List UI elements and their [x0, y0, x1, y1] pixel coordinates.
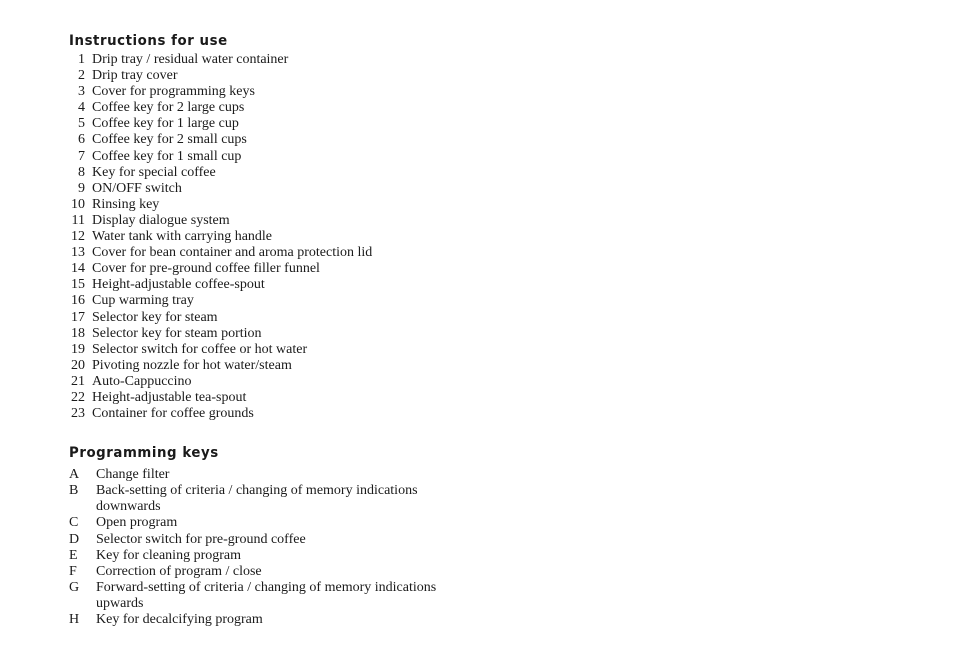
- part-item-text: Cup warming tray: [92, 293, 194, 309]
- programming-key-item-text: Back-setting of criteria / changing of memory indications downwards: [96, 483, 418, 515]
- programming-key-item-text: Forward-setting of criteria / changing of memory indications upwards: [96, 579, 437, 611]
- part-item-number: 16: [71, 293, 85, 309]
- programming-key-item: [69, 515, 929, 531]
- part-item-number: 14: [71, 261, 85, 277]
- part-item: [69, 293, 929, 309]
- part-item: [69, 132, 929, 148]
- part-item-number: 12: [71, 229, 85, 245]
- programming-key-item: [69, 532, 929, 548]
- part-item-text: Height-adjustable tea-spout: [92, 389, 247, 405]
- part-item: [69, 84, 929, 100]
- part-item-number: 23: [71, 406, 85, 422]
- part-item: [69, 310, 929, 326]
- programming-key-item-text: Selector switch for pre-ground coffee: [96, 531, 306, 547]
- programming-key-item-number: C: [69, 515, 79, 531]
- programming-key-item-number: H: [69, 612, 80, 627]
- part-item-text: Coffee key for 1 large cup: [92, 116, 239, 132]
- part-item-number: 11: [71, 212, 85, 228]
- part-item-number: 5: [78, 116, 85, 132]
- part-item-text: ON/OFF switch: [92, 180, 182, 196]
- part-item-number: 18: [71, 325, 85, 341]
- part-item-text: Selector key for steam portion: [92, 325, 262, 341]
- part-item-text: Cover for programming keys: [92, 84, 255, 100]
- part-item-number: 9: [78, 180, 85, 196]
- part-item: [69, 213, 929, 229]
- part-item-text: Selector switch for coffee or hot water: [92, 341, 308, 357]
- part-item-number: 6: [78, 132, 85, 148]
- part-item-number: 17: [71, 309, 85, 325]
- part-item-text: Coffee key for 1 small cup: [92, 148, 242, 164]
- programming-key-item: [69, 467, 929, 483]
- part-item-text: Auto-Cappuccino: [92, 373, 192, 389]
- programming-key-item: [69, 548, 929, 564]
- part-item-text: Rinsing key: [92, 196, 160, 212]
- programming-key-item: [69, 580, 929, 612]
- part-item-number: 8: [78, 164, 85, 180]
- part-item-number: 10: [71, 196, 85, 212]
- programming-keys-heading: Programming keys: [69, 445, 219, 462]
- programming-key-item-number: F: [69, 563, 77, 579]
- part-item-text: Pivoting nozzle for hot water/steam: [92, 357, 292, 373]
- part-item: [69, 165, 929, 181]
- part-item-number: 4: [78, 100, 85, 116]
- part-item-number: 21: [71, 373, 85, 389]
- parts-list: [69, 52, 929, 422]
- programming-key-item-number: D: [69, 531, 80, 547]
- part-item-text: Coffee key for 2 small cups: [92, 132, 247, 148]
- programming-key-item-text: Key for decalcifying program: [96, 612, 263, 627]
- part-item: [69, 326, 929, 342]
- programming-key-item-text: Open program: [96, 515, 178, 531]
- part-item-text: Display dialogue system: [92, 212, 230, 228]
- programming-key-item-number: E: [69, 547, 78, 563]
- part-item-text: Cover for pre-ground coffee filler funnel: [92, 261, 320, 277]
- programming-key-item-number: G: [69, 579, 80, 595]
- part-item-number: 20: [71, 357, 85, 373]
- part-item: [69, 100, 929, 116]
- part-item: [69, 181, 929, 197]
- part-item: [69, 197, 929, 213]
- programming-key-item: [69, 483, 929, 515]
- part-item: [69, 52, 929, 68]
- part-item-text: Selector key for steam: [92, 309, 218, 325]
- part-item: [69, 68, 929, 84]
- programming-key-item-number: B: [69, 483, 79, 499]
- programming-key-item: [69, 564, 929, 580]
- part-item-text: Key for special coffee: [92, 164, 216, 180]
- part-item-text: Coffee key for 2 large cups: [92, 100, 245, 116]
- part-item: [69, 374, 929, 390]
- part-item: [69, 149, 929, 165]
- part-item-number: 1: [78, 52, 85, 67]
- part-item: [69, 245, 929, 261]
- part-item: [69, 261, 929, 277]
- programming-key-item: [69, 612, 929, 628]
- instructions-heading: Instructions for use: [69, 33, 228, 49]
- part-item: [69, 342, 929, 358]
- programming-key-item-number: A: [69, 467, 80, 483]
- part-item-text: Drip tray / residual water container: [92, 52, 289, 67]
- part-item: [69, 116, 929, 132]
- part-item-number: 7: [78, 148, 85, 164]
- part-item: [69, 277, 929, 293]
- part-item-number: 13: [71, 245, 85, 261]
- part-item-number: 15: [71, 277, 85, 293]
- part-item-number: 19: [71, 341, 85, 357]
- manual-page: [69, 30, 929, 628]
- part-item-number: 3: [78, 84, 85, 100]
- programming-key-item-text: Change filter: [96, 467, 170, 483]
- programming-key-item-text: Key for cleaning program: [96, 547, 241, 563]
- part-item-number: 2: [78, 68, 85, 84]
- part-item-text: Container for coffee grounds: [92, 406, 254, 422]
- part-item-number: 22: [71, 389, 85, 405]
- part-item: [69, 229, 929, 245]
- part-item: [69, 406, 929, 422]
- part-item-text: Drip tray cover: [92, 68, 178, 84]
- part-item-text: Water tank with carrying handle: [92, 229, 273, 245]
- part-item: [69, 358, 929, 374]
- programming-key-item-text: Correction of program / close: [96, 563, 262, 579]
- programming-keys-list: [69, 467, 929, 628]
- part-item-text: Cover for bean container and aroma protection lid: [92, 245, 373, 261]
- part-item: [69, 390, 929, 406]
- part-item-text: Height-adjustable coffee-spout: [92, 277, 265, 293]
